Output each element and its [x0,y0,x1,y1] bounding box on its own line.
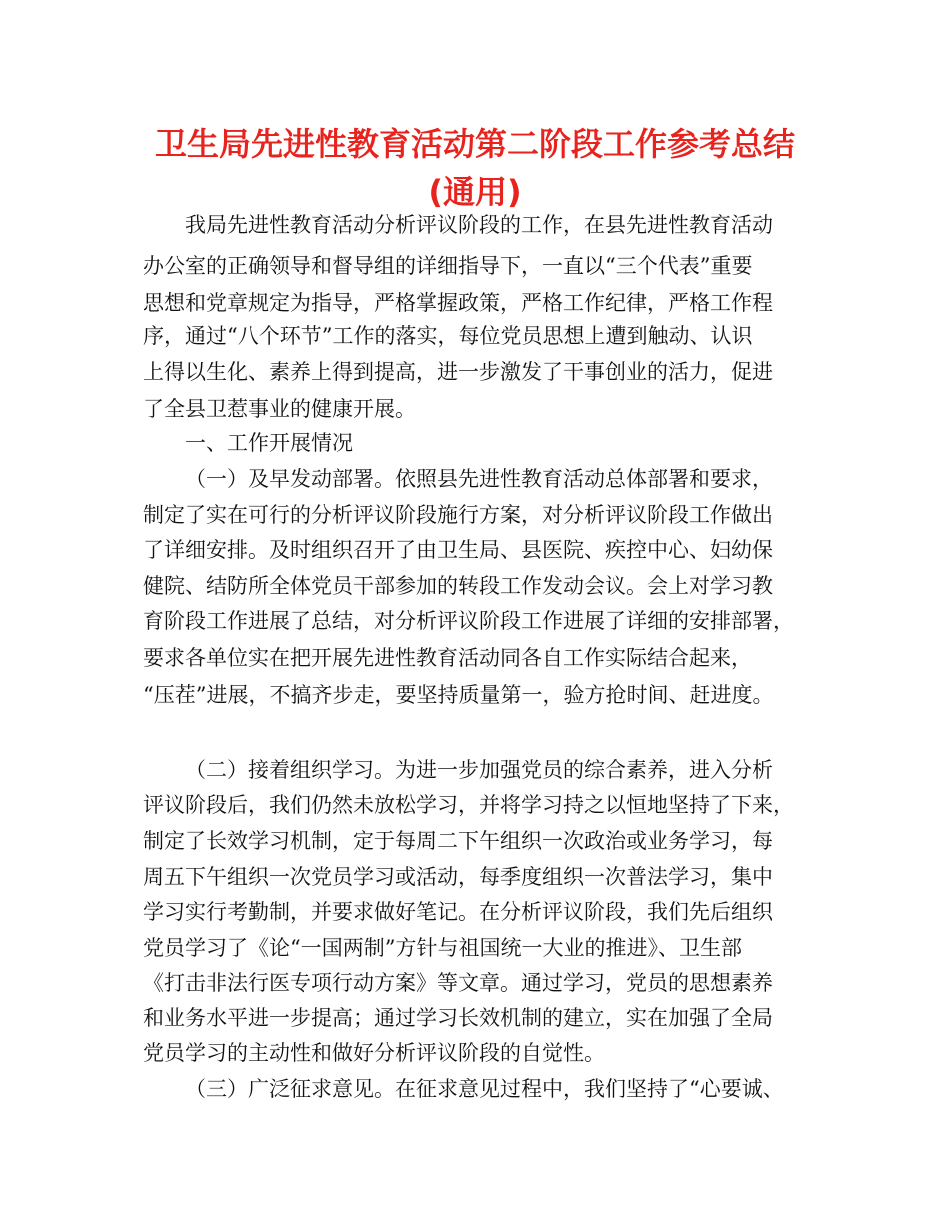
body-line: （三）广泛征求意见。在征求意见过程中，我们坚持了“心要诚、 [185,1077,784,1101]
body-line: 上得以生化、素养上得到提高，进一步激发了干事创业的活力，促进 [143,360,773,384]
section-heading: 一、工作开展情况 [185,431,353,455]
body-line: 了全县卫惹事业的健康开展。 [143,397,416,421]
body-line: 序，通过“八个环节”工作的落实，每位党员思想上遭到触动、认识 [143,324,753,348]
body-line: 制定了实在可行的分析评议阶段施行方案，对分析评议阶段工作做出 [143,503,773,527]
body-line: （二）接着组织学习。为进一步加强党员的综合素养，进入分析 [185,758,773,782]
body-line: 和业务水平进一步提高；通过学习长效机制的建立，实在加强了全局 [143,1006,773,1030]
body-line: 思想和党章规定为指导，严格掌握政策，严格工作纪律，严格工作程 [143,291,773,315]
document-subtitle: (通用) [428,173,522,211]
body-line: 了详细安排。及时组织召开了由卫生局、县医院、疾控中心、妇幼保 [143,538,773,562]
body-line: 党员学习了《论“一国两制”方针与祖国统一大业的推进》、卫生部 [143,936,742,960]
body-line: 办公室的正确领导和督导组的详细指导下，一直以“三个代表”重要 [143,254,753,278]
body-line: 党员学习的主动性和做好分析评议阶段的自觉性。 [143,1041,605,1065]
body-line: 学习实行考勤制，并要求做好笔记。在分析评议阶段，我们先后组织 [143,900,773,924]
body-line: 制定了长效学习机制，定于每周二下午组织一次政治或业务学习，每 [143,829,773,853]
body-line: 评议阶段后，我们仍然未放松学习，并将学习持之以恒地坚持了下来， [143,793,794,817]
document-title: 卫生局先进性教育活动第二阶段工作参考总结 [154,125,795,163]
body-line: 周五下午组织一次党员学习或活动，每季度组织一次普法学习，集中 [143,865,773,889]
body-line: （一）及早发动部署。依照县先进性教育活动总体部署和要求， [185,467,773,491]
body-line: 健院、结防所全体党员干部参加的转段工作发动会议。会上对学习教 [143,574,773,598]
body-line: 要求各单位实在把开展先进性教育活动同各自工作实际结合起来， [143,646,752,670]
body-line: 我局先进性教育活动分析评议阶段的工作，在县先进性教育活动 [185,213,773,237]
body-line: “压茬”进展，不搞齐步走，要坚持质量第一，验方抢时间、赶进度。 [143,683,774,707]
body-line: 《打击非法行医专项行动方案》等文章。通过学习，党员的思想素养 [143,971,773,995]
body-line: 育阶段工作进展了总结，对分析评议阶段工作进展了详细的安排部署， [143,609,794,633]
